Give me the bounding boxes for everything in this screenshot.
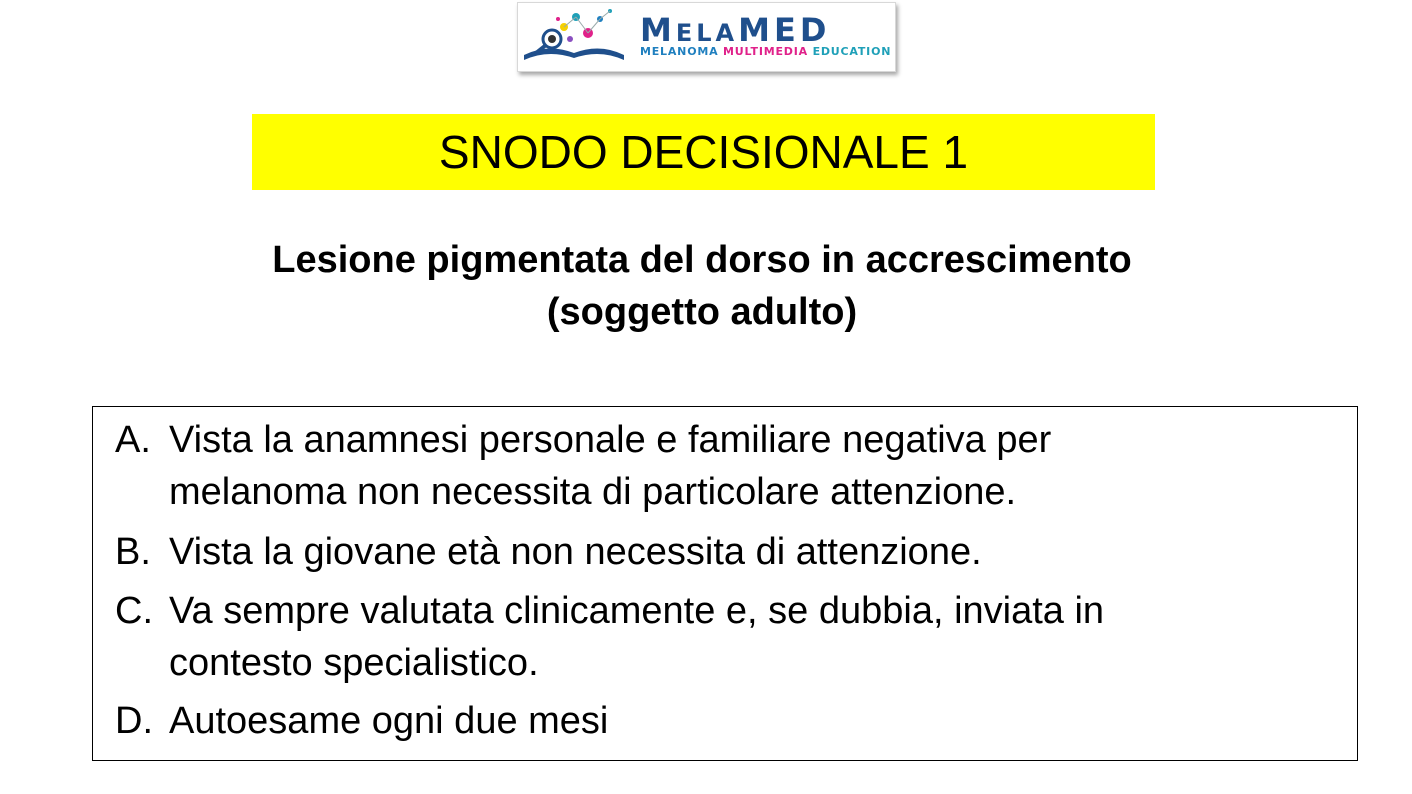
melamed-logo xyxy=(517,2,896,72)
case-description-line-1: Lesione pigmentata del dorso in accrescimento xyxy=(272,239,1132,281)
option-letter: C. xyxy=(115,590,153,632)
option-text: Autoesame ogni due mesi xyxy=(169,700,609,742)
logo-tagline: MELANOMA MULTIMEDIA EDUCATION xyxy=(640,45,892,58)
option-letter: B. xyxy=(115,531,151,573)
case-description-line-2: (soggetto adulto) xyxy=(546,291,858,333)
logo-wordmark: MELAMED xyxy=(640,11,831,49)
option-letter: D. xyxy=(115,700,153,742)
page-title: SNODO DECISIONALE 1 xyxy=(252,114,1155,190)
option-text: Vista la giovane età non necessita di attenzione. xyxy=(169,531,982,573)
case-description xyxy=(0,234,1404,338)
option-letter: A. xyxy=(115,419,151,461)
option-text: Va sempre valutata clinicamente e, se dubbia, inviata in contesto specialistico. xyxy=(169,590,1105,684)
option-text: Vista la anamnesi personale e familiare negativa per melanoma non necessita di particolare attenzione. xyxy=(169,419,1052,513)
logo-book-icon xyxy=(518,3,638,71)
answer-options-box xyxy=(92,406,1358,761)
